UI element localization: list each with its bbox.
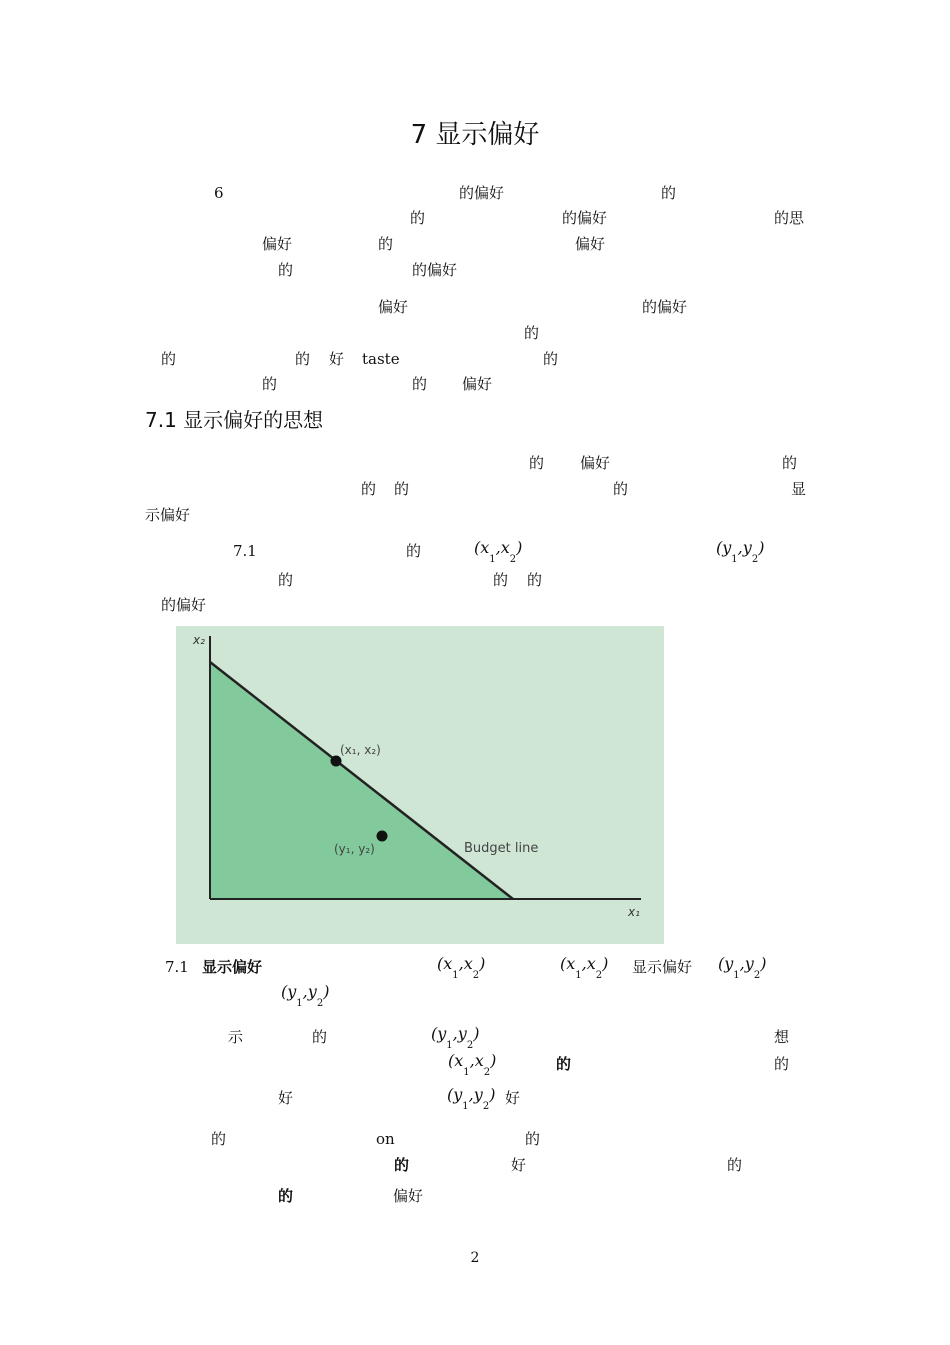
section-heading: 7.1 显示偏好的思想 — [145, 408, 324, 432]
axis-x-label: x₁ — [628, 905, 640, 919]
math-y-bundle: $(y_1,y_2)$ — [431, 1024, 480, 1051]
text-fragment: 的 — [394, 480, 410, 498]
axis-y-label: x₂ — [193, 633, 205, 647]
text-fragment: 好 — [505, 1089, 521, 1107]
text-fragment: 的偏好 — [412, 261, 458, 279]
text-fragment: 的 — [529, 454, 545, 472]
text-fragment: 7.1 — [233, 542, 257, 560]
text-fragment: 偏好 — [462, 375, 493, 393]
math-x-bundle: $(x_1,x_2)$ — [448, 1051, 497, 1078]
text-fragment: 偏好 — [575, 235, 606, 253]
text-fragment: 示 — [228, 1028, 244, 1046]
text-fragment: 的 — [661, 184, 677, 202]
text-fragment: 的 — [774, 1055, 790, 1073]
page-title: 7 显示偏好 — [410, 120, 540, 150]
math-x-bundle: $(x_1,x_2)$ — [560, 954, 609, 981]
text-fragment: 的 — [312, 1028, 328, 1046]
text-fragment: 的 — [262, 375, 278, 393]
text-fragment: 的 — [161, 350, 177, 368]
budget-line-label: Budget line — [464, 841, 539, 856]
caption-text: 显示偏好 — [632, 958, 693, 976]
math-x-bundle: $(x_1,x_2)$ — [437, 954, 486, 981]
text-fragment: 的 — [278, 571, 294, 589]
text-fragment: 的 — [782, 454, 798, 472]
page-number: 2 — [470, 1250, 480, 1266]
text-fragment: 的 — [361, 480, 377, 498]
text-fragment: 的 — [556, 1055, 572, 1073]
text-fragment: on — [376, 1130, 395, 1148]
text-fragment: 偏好 — [262, 235, 293, 253]
text-fragment: 的 — [493, 571, 509, 589]
budget-line-figure — [176, 626, 664, 944]
text-fragment: 好 — [278, 1089, 294, 1107]
text-fragment: 的 — [543, 350, 559, 368]
text-fragment: 的偏好 — [642, 298, 688, 316]
text-fragment: 显 — [791, 480, 807, 498]
math-y-bundle: $(y_1,y_2)$ — [281, 982, 330, 1009]
text-fragment: 的偏好 — [459, 184, 505, 202]
text-fragment: 的思 — [774, 209, 805, 227]
text-fragment: 的 — [727, 1156, 743, 1174]
math-x-bundle: $(x_1,x_2)$ — [474, 538, 523, 565]
point-x-label: (x₁, x₂) — [340, 743, 381, 757]
point-x-bundle — [331, 756, 342, 767]
text-fragment: 的偏好 — [161, 596, 207, 614]
text-fragment: 偏好 — [580, 454, 611, 472]
text-fragment: 的 — [524, 324, 540, 342]
text-fragment: 的 — [211, 1130, 227, 1148]
text-fragment: 的 — [525, 1130, 541, 1148]
text-fragment: taste — [362, 350, 400, 368]
text-fragment: 的 — [278, 1187, 294, 1205]
caption-title: 显示偏好 — [202, 958, 263, 976]
text-fragment: 的 — [527, 571, 543, 589]
point-y-label: (y₁, y₂) — [334, 842, 375, 856]
text-fragment: 的 — [406, 542, 422, 560]
math-y-bundle: $(y_1,y_2)$ — [718, 954, 767, 981]
text-fragment: 的偏好 — [562, 209, 608, 227]
text-fragment: 示偏好 — [145, 506, 191, 524]
text-fragment: 的 — [378, 235, 394, 253]
math-y-bundle: $(y_1,y_2)$ — [447, 1085, 496, 1112]
text-fragment: 偏好 — [378, 298, 409, 316]
caption-number: 7.1 — [165, 958, 189, 976]
text-fragment: 的 — [278, 261, 294, 279]
math-y-bundle: $(y_1,y_2)$ — [716, 538, 765, 565]
text-fragment: 想 — [774, 1028, 790, 1046]
point-y-bundle — [377, 831, 388, 842]
text-fragment: 6 — [214, 184, 224, 202]
text-fragment: 的 — [410, 209, 426, 227]
text-fragment: 的 — [394, 1156, 410, 1174]
figure-svg — [176, 626, 664, 944]
text-fragment: 偏好 — [393, 1187, 424, 1205]
text-fragment: 的 — [295, 350, 311, 368]
text-fragment: 好 — [329, 350, 345, 368]
text-fragment: 的 — [613, 480, 629, 498]
text-fragment: 的 — [412, 375, 428, 393]
text-fragment: 好 — [511, 1156, 527, 1174]
